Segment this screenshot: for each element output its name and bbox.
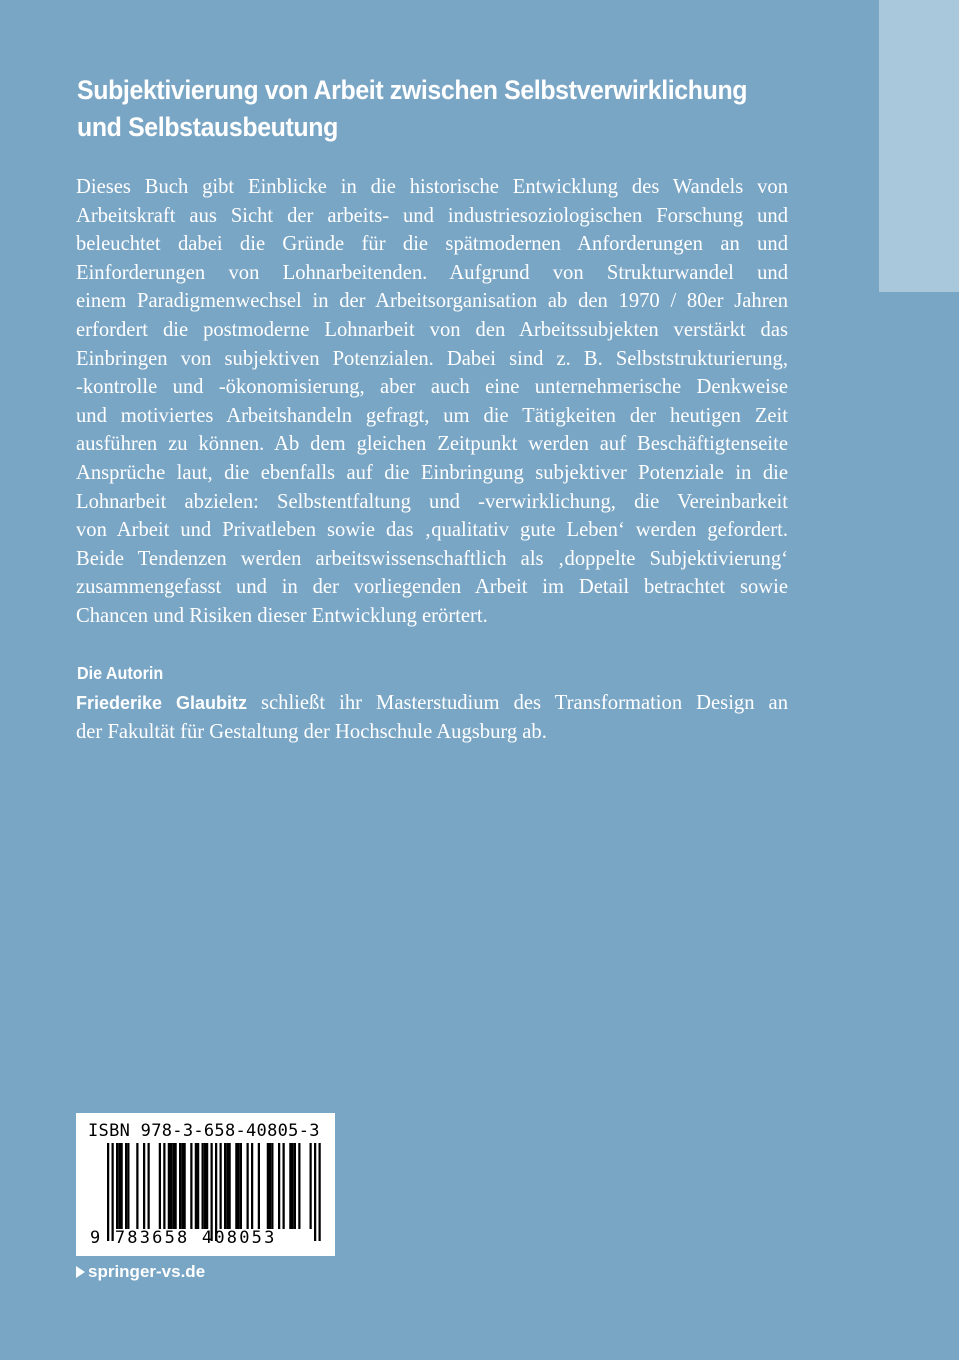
barcode-bar — [226, 1143, 228, 1229]
barcode-bar — [310, 1143, 312, 1229]
barcode-bar — [197, 1143, 199, 1229]
description-line: -kontrolle und -ökonomisierung, aber auch eine unternehmerische Denkweise — [76, 376, 788, 399]
barcode-bar — [292, 1143, 294, 1229]
author-name: Friederike Glaubitz — [76, 693, 247, 713]
barcode-bar — [271, 1143, 273, 1229]
barcode-bar — [116, 1143, 118, 1229]
barcode-bar — [172, 1143, 174, 1229]
author-heading: Die Autorin — [77, 663, 164, 683]
isbn-label: ISBN 978-3-658-40805-3 — [88, 1121, 320, 1141]
publisher-website[interactable] — [76, 1262, 205, 1282]
barcode-bar — [127, 1143, 129, 1229]
barcode-bar — [202, 1143, 204, 1229]
title-line-1: Subjektivierung von Arbeit zwischen Selbstverwirklichung — [77, 75, 748, 105]
description-line: Ansprüche laut, die ebenfalls auf die Einbringung subjektiver Potenziale in die — [76, 461, 788, 484]
barcode-bar — [267, 1143, 269, 1229]
barcode-bar — [181, 1143, 183, 1229]
spine-strip — [879, 0, 959, 292]
barcode-bar — [206, 1143, 208, 1229]
author-bio-line-2: der Fakultät für Gestaltung der Hochschule Augsburg ab. — [76, 720, 547, 743]
description-line: Chancen und Risiken dieser Entwicklung erörtert. — [76, 604, 488, 627]
barcode-bar — [184, 1143, 186, 1229]
barcode-bar — [235, 1143, 237, 1229]
barcode-bar — [247, 1143, 249, 1229]
description-line: Lohnarbeit abzielen: Selbstentfaltung und -verwirklichung, die Vereinbarkeit — [76, 490, 788, 513]
barcode-bar — [220, 1143, 222, 1229]
description-line: ausführen zu können. Ab dem gleichen Zeitpunkt werden auf Beschäftigtenseite — [76, 433, 788, 456]
description-line: von Arbeit und Privatleben sowie das ‚qualitativ gute Leben‘ werden gefordert. — [76, 519, 788, 542]
barcode-bar — [136, 1143, 138, 1229]
book-description — [76, 173, 788, 631]
barcode-bar — [125, 1143, 127, 1229]
barcode-bar — [204, 1143, 206, 1229]
barcode-bar — [168, 1143, 170, 1229]
barcode-bar — [118, 1143, 120, 1229]
barcode-bar — [314, 1143, 316, 1241]
description-line: erfordert die postmoderne Lohnarbeit von den Arbeitssubjekten verstärkt das — [76, 318, 788, 341]
barcode-digits: 9 783658 408053 — [90, 1228, 277, 1248]
barcode-bar — [298, 1143, 300, 1229]
barcode-bar — [159, 1143, 161, 1229]
barcode-bar — [224, 1143, 226, 1229]
book-title — [77, 72, 754, 146]
description-line: einem Paradigmenwechsel in der Arbeitsorganisation ab den 1970 / 80er Jahren — [76, 290, 788, 313]
barcode-bar — [170, 1143, 172, 1229]
barcode-bar — [215, 1143, 217, 1241]
website-label[interactable]: springer-vs.de — [88, 1262, 206, 1281]
barcode-bar — [258, 1143, 260, 1229]
barcode-bar — [251, 1143, 253, 1229]
description-line: Einforderungen von Lohnarbeitenden. Aufgrund von Strukturwandel und — [76, 261, 788, 284]
description-line: Beide Tendenzen werden arbeitswissenschaftlich als ‚doppelte Subjektivierung‘ — [76, 547, 788, 570]
description-line: Dieses Buch gibt Einblicke in die historische Entwicklung des Wandels von — [76, 176, 788, 198]
barcode-bar — [319, 1143, 321, 1241]
barcode-bar — [107, 1143, 109, 1241]
barcode-bar — [143, 1143, 145, 1229]
author-bio-text-1: schließt ihr Masterstudium des Transformation Design an — [246, 692, 788, 714]
barcode-bar — [163, 1143, 165, 1229]
barcode-bar — [289, 1143, 291, 1229]
description-line: Arbeitskraft aus Sicht der arbeits- und industriesoziologischen Forschung und — [76, 204, 788, 227]
barcode-bar — [229, 1143, 231, 1229]
arrow-right-icon — [76, 1266, 85, 1278]
barcode-bar — [278, 1143, 280, 1229]
description-line: beleuchtet dabei die Gründe für die spätmodernen Anforderungen an und — [76, 233, 788, 256]
barcode-bar — [195, 1143, 197, 1229]
author-bio-line-1 — [76, 689, 788, 718]
barcode-bar — [269, 1143, 271, 1229]
barcode-bar — [148, 1143, 150, 1229]
isbn-barcode — [76, 1113, 335, 1256]
barcode-bar — [112, 1143, 114, 1241]
barcode-bar — [211, 1143, 213, 1241]
barcode-bar — [121, 1143, 123, 1229]
barcode-bar — [294, 1143, 296, 1229]
description-line: und motiviertes Arbeitshandeln gefragt, um die Tätigkeiten der heutigen Zeit — [76, 404, 788, 427]
barcode-bar — [175, 1143, 177, 1229]
author-bio — [76, 689, 788, 746]
barcode-bar — [238, 1143, 240, 1229]
description-line: Einbringen von subjektiven Potenzialen. Dabei sind z. B. Selbststrukturierung, — [76, 347, 788, 370]
barcode-bar — [240, 1143, 242, 1229]
barcode-bar — [283, 1143, 285, 1229]
description-line: zusammengefasst und in der vorliegenden Arbeit im Detail betrachtet sowie — [76, 576, 788, 599]
title-line-2: und Selbstausbeutung — [77, 112, 338, 142]
barcode-bar — [179, 1143, 181, 1229]
barcode-bar — [190, 1143, 192, 1229]
